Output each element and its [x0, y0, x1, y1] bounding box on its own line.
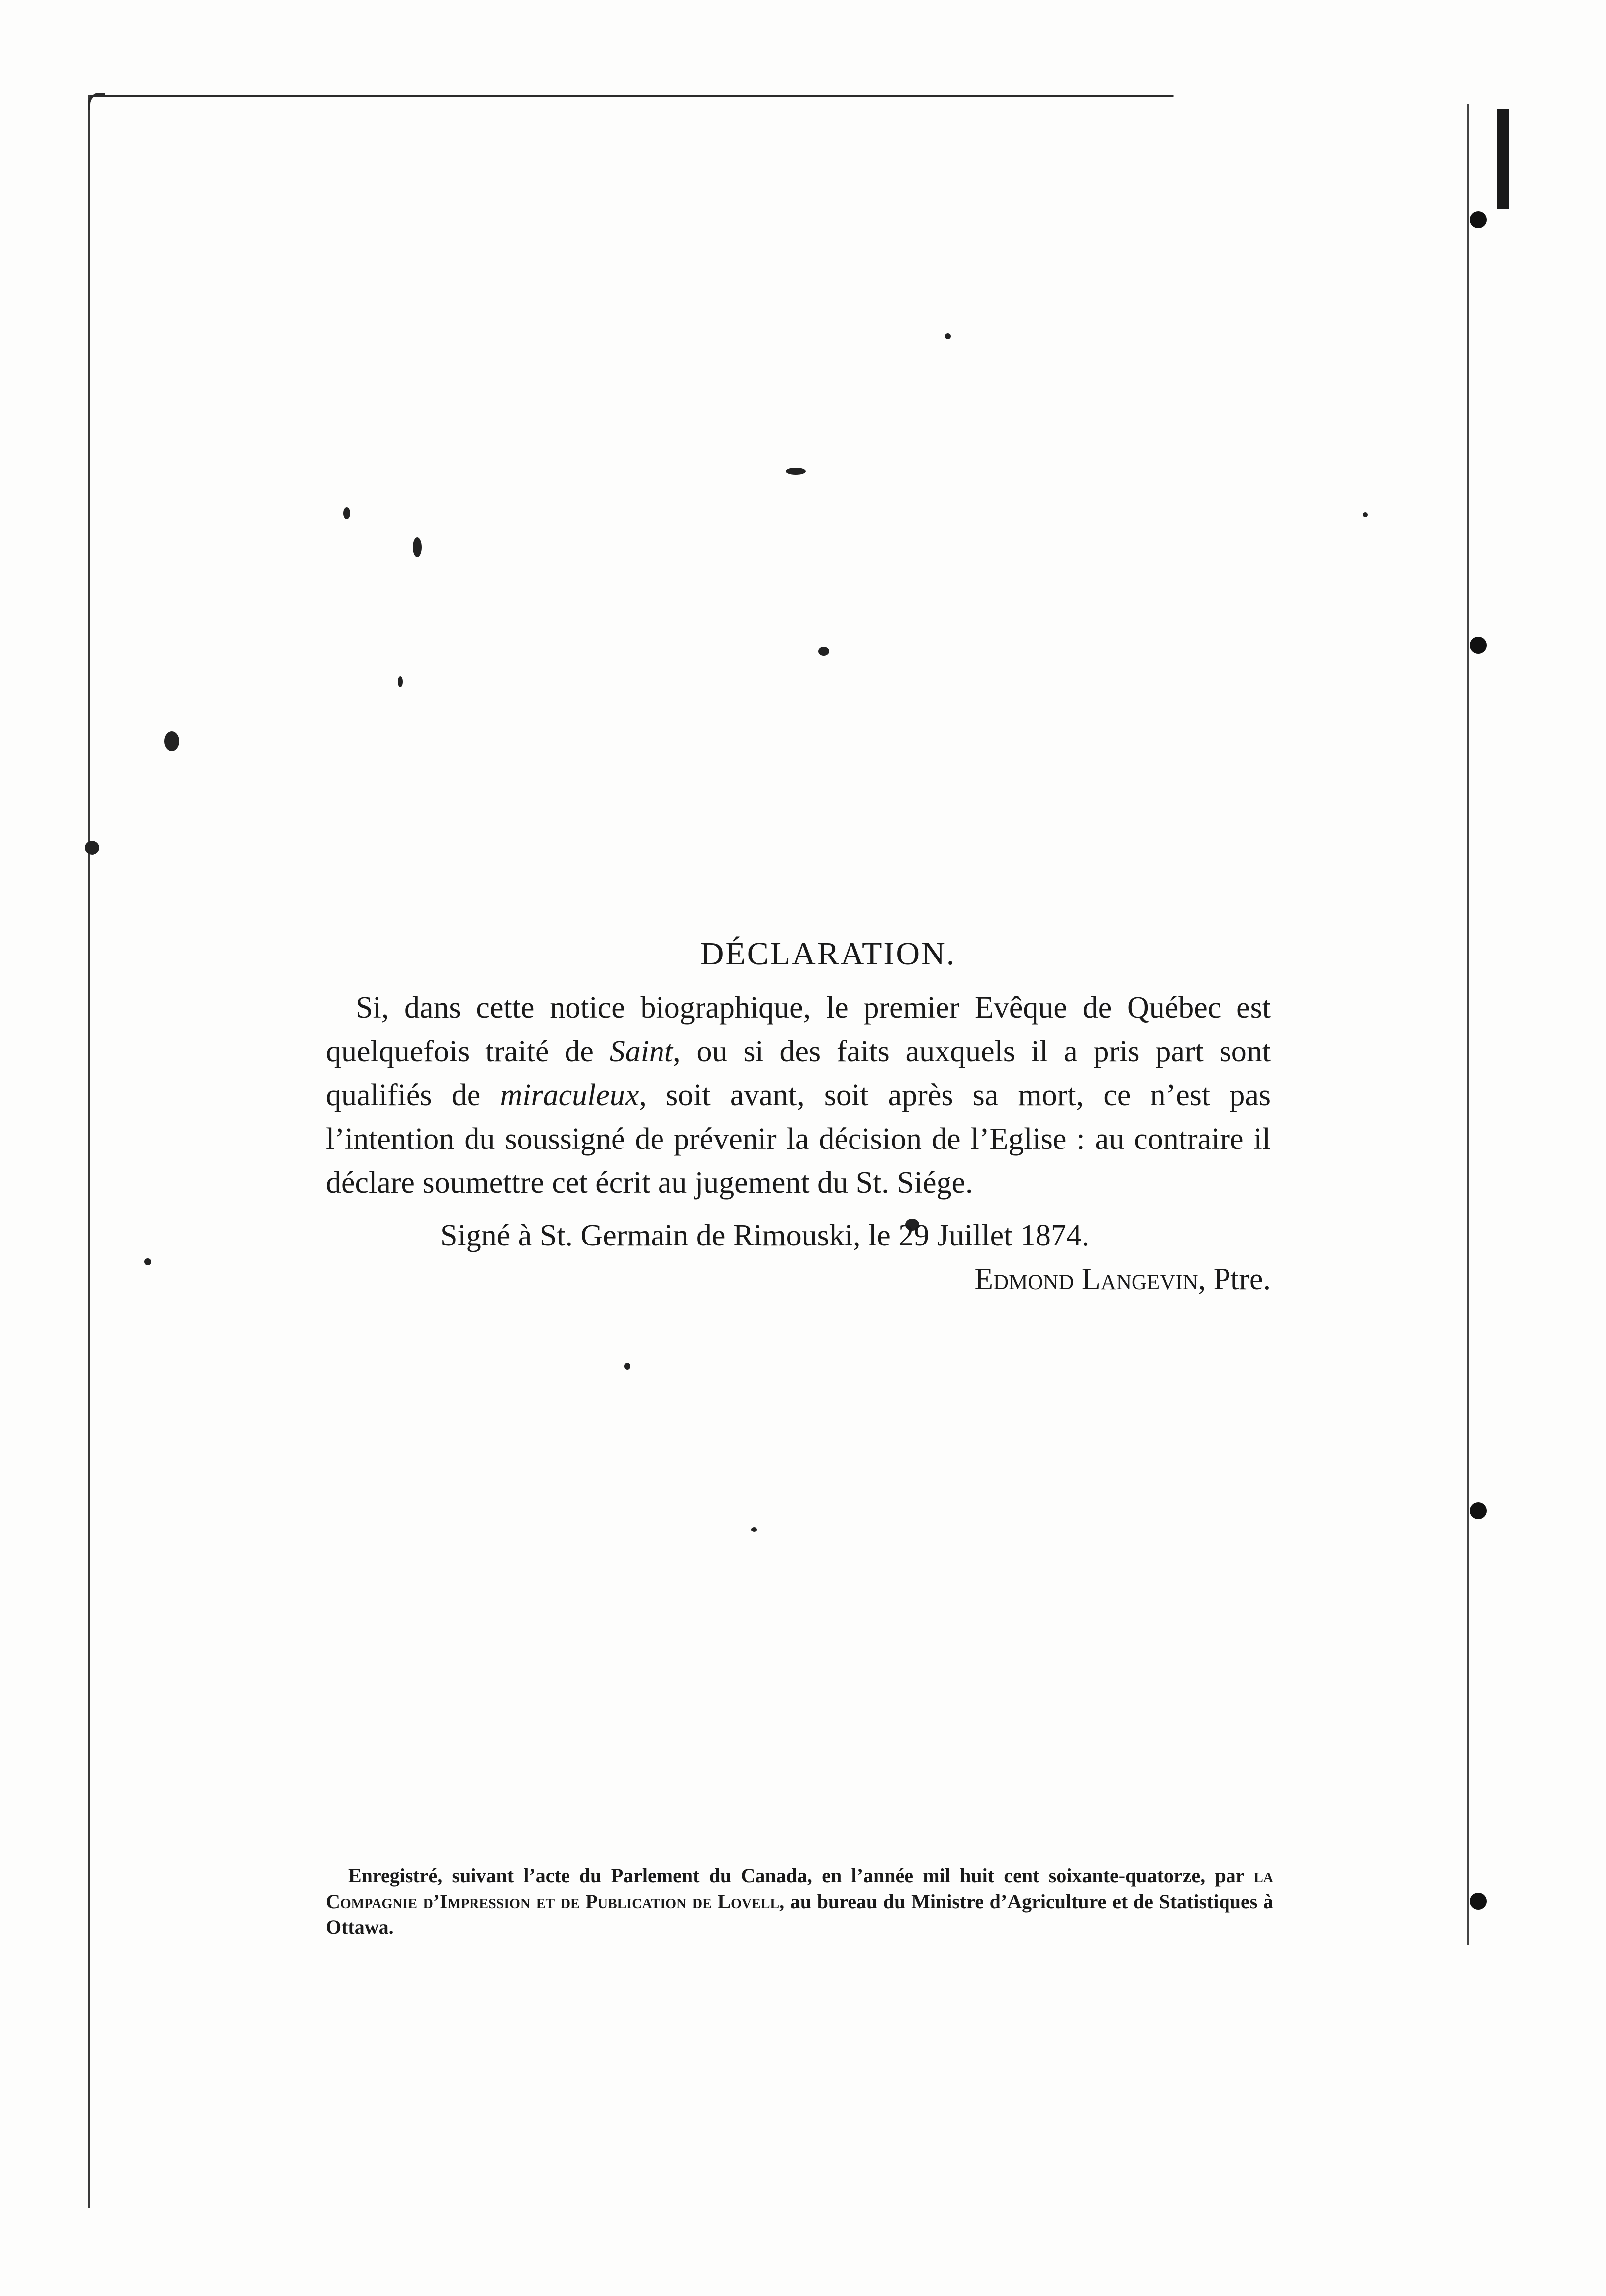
copyright-text: Enregistré, suivant l’acte du Parlement du Canada, en l’année mil huit cent soixante-quatorze, par: [348, 1864, 1254, 1887]
binding-hole: [1470, 1502, 1487, 1519]
signature-suffix: , Ptre.: [1198, 1262, 1271, 1296]
scan-speck: [1363, 512, 1368, 517]
copyright-text: , au bureau du Ministre d’Agriculture et de Statistiques à Ottawa.: [326, 1890, 1273, 1938]
scan-speck: [164, 731, 179, 751]
scan-speck: [413, 537, 422, 557]
declaration-text: Si, dans cette notice biographique, le premier Evêque de Québec est quelquefois traité de: [326, 991, 1271, 1068]
signed-line: Signé à St. Germain de Rimouski, le 29 Juillet 1874.: [440, 1219, 1090, 1252]
binding-shadow: [1497, 109, 1509, 209]
declaration-title: DÉCLARATION.: [700, 936, 956, 972]
signature: [326, 1257, 1271, 1301]
declaration-text: , ou si des faits auxquels il a pris part sont qualifiés de: [326, 1035, 1271, 1112]
scan-speck: [945, 333, 951, 339]
scan-speck: [398, 676, 403, 687]
emphasis-miraculeux: miraculeux: [500, 1078, 639, 1112]
scan-speck: [786, 468, 806, 475]
scan-speck: [85, 841, 99, 855]
page-border-top: [90, 95, 1174, 97]
binding-hole: [1470, 637, 1487, 654]
page-border-left: [88, 95, 90, 2208]
signature-name: Edmond Langevin: [974, 1262, 1198, 1296]
declaration-block: [326, 935, 1271, 1301]
scan-speck: [818, 647, 829, 656]
declaration-text: , soit avant, soit après sa mort, ce n’est pas l’intention du soussigné de prévenir la décision de l’Eglise : au contraire il déclare soumettre cet écrit au jugement du St. Siége.: [326, 1078, 1271, 1200]
scan-speck: [144, 1258, 151, 1265]
scan-speck: [343, 507, 350, 519]
binding-hole: [1470, 211, 1487, 228]
emphasis-saint: Saint: [609, 1035, 673, 1068]
scan-speck: [751, 1527, 757, 1532]
declaration-body: [326, 986, 1271, 1205]
binding-hole: [1470, 1893, 1487, 1910]
scan-speck: [624, 1363, 630, 1370]
binding-edge: [1467, 104, 1469, 1945]
copyright-publisher: la Compagnie d’Impression et de Publication de Lovell: [326, 1864, 1273, 1913]
copyright-notice: [326, 1863, 1273, 1940]
